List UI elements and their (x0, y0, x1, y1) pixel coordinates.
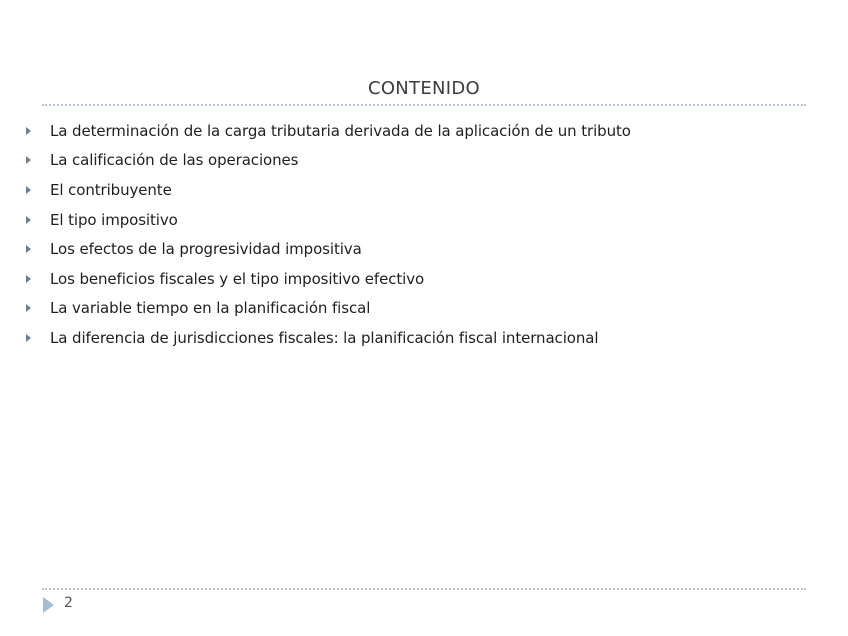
triangle-right-icon (26, 186, 31, 194)
slide-title: CONTENIDO (367, 78, 481, 99)
list-item-text: La diferencia de jurisdicciones fiscales: la planificación fiscal internacional (50, 328, 599, 347)
title-divider (42, 104, 806, 106)
triangle-right-icon (26, 275, 31, 283)
list-item-text: Los beneficios fiscales y el tipo impositivo efectivo (50, 269, 425, 288)
list-item-text: La variable tiempo en la planificación fiscal (50, 299, 371, 318)
list-item-text: Los efectos de la progresividad impositiva (50, 240, 362, 259)
list-item-text: La calificación de las operaciones (50, 151, 299, 170)
page-number: 2 (64, 595, 73, 611)
triangle-right-icon (26, 304, 31, 312)
list-item-text: El tipo impositivo (50, 210, 178, 229)
footer-divider (42, 588, 806, 590)
triangle-right-icon (26, 156, 31, 164)
list-item-text: El contribuyente (50, 180, 172, 199)
triangle-right-icon (26, 245, 31, 253)
triangle-right-icon (26, 127, 31, 135)
footer-triangle-icon (43, 597, 54, 613)
list-item-text: La determinación de la carga tributaria derivada de la aplicación de un tributo (50, 121, 631, 140)
triangle-right-icon (26, 216, 31, 224)
triangle-right-icon (26, 334, 31, 342)
